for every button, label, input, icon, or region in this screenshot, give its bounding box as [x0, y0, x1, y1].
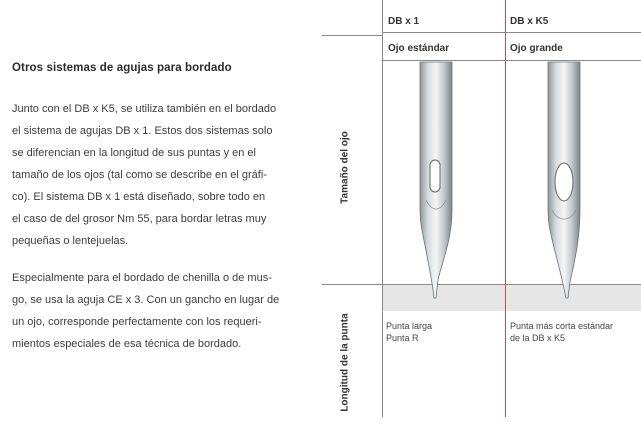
needle-comparison-figure — [322, 0, 641, 417]
row-label-tip-length: Longitud de la punta — [339, 313, 351, 412]
needle-eye-standard — [430, 160, 440, 192]
tip-line: de la DB x K5 — [510, 333, 566, 343]
needle-db-x-k5 — [548, 62, 580, 298]
paragraph-line: pequeñas o lentejuelas. — [12, 235, 129, 247]
paragraph-line: un ojo, corresponde perfectamente con los requeri- — [12, 316, 262, 328]
paragraph-2 — [12, 267, 279, 355]
paragraph-line: mientos especiales de esa técnica de bordado. — [12, 338, 242, 350]
paragraph-line: el caso de del grosor Nm 55, para bordar letras muy — [12, 213, 267, 225]
paragraph-line: Especialmente para el bordado de chenilla o de mus- — [12, 272, 272, 284]
column-1-eye: Ojo estándar — [388, 43, 450, 54]
paragraph-line: el sistema de agujas DB x 1. Estos dos sistemas solo — [12, 125, 273, 137]
paragraph-line: se diferencian en la longitud de sus puntas y en el — [12, 147, 256, 159]
paragraph-line: Junto con el DB x K5, se utiliza también en el bordado — [12, 103, 277, 115]
column-1-tip-description — [386, 320, 432, 344]
column-2-eye: Ojo grande — [510, 43, 563, 54]
needle-db-x-1 — [420, 62, 452, 298]
column-2-tip-description — [510, 320, 613, 344]
column-2-system: DB x K5 — [510, 16, 549, 27]
needle-eye-large — [555, 163, 573, 201]
tip-line: Punta R — [386, 333, 419, 343]
paragraph-line: go, se usa la aguja CE x 3. Con un gancho en lugar de — [12, 294, 280, 306]
row-label-eye-size: Tamaño del ojo — [339, 131, 351, 204]
paragraph-line: tamaño de los ojos (tal como se describe en el gráfi- — [12, 169, 267, 181]
needle-illustrations — [322, 0, 641, 417]
paragraph-line: co). El sistema DB x 1 está diseñado, sobre todo en — [12, 191, 266, 203]
tip-line: Punta larga — [386, 321, 433, 331]
section-heading: Otros sistemas de agujas para bordado — [12, 62, 232, 74]
column-1-system: DB x 1 — [388, 16, 420, 27]
paragraph-1 — [12, 98, 276, 252]
tip-line: Punta más corta estándar — [510, 321, 614, 331]
